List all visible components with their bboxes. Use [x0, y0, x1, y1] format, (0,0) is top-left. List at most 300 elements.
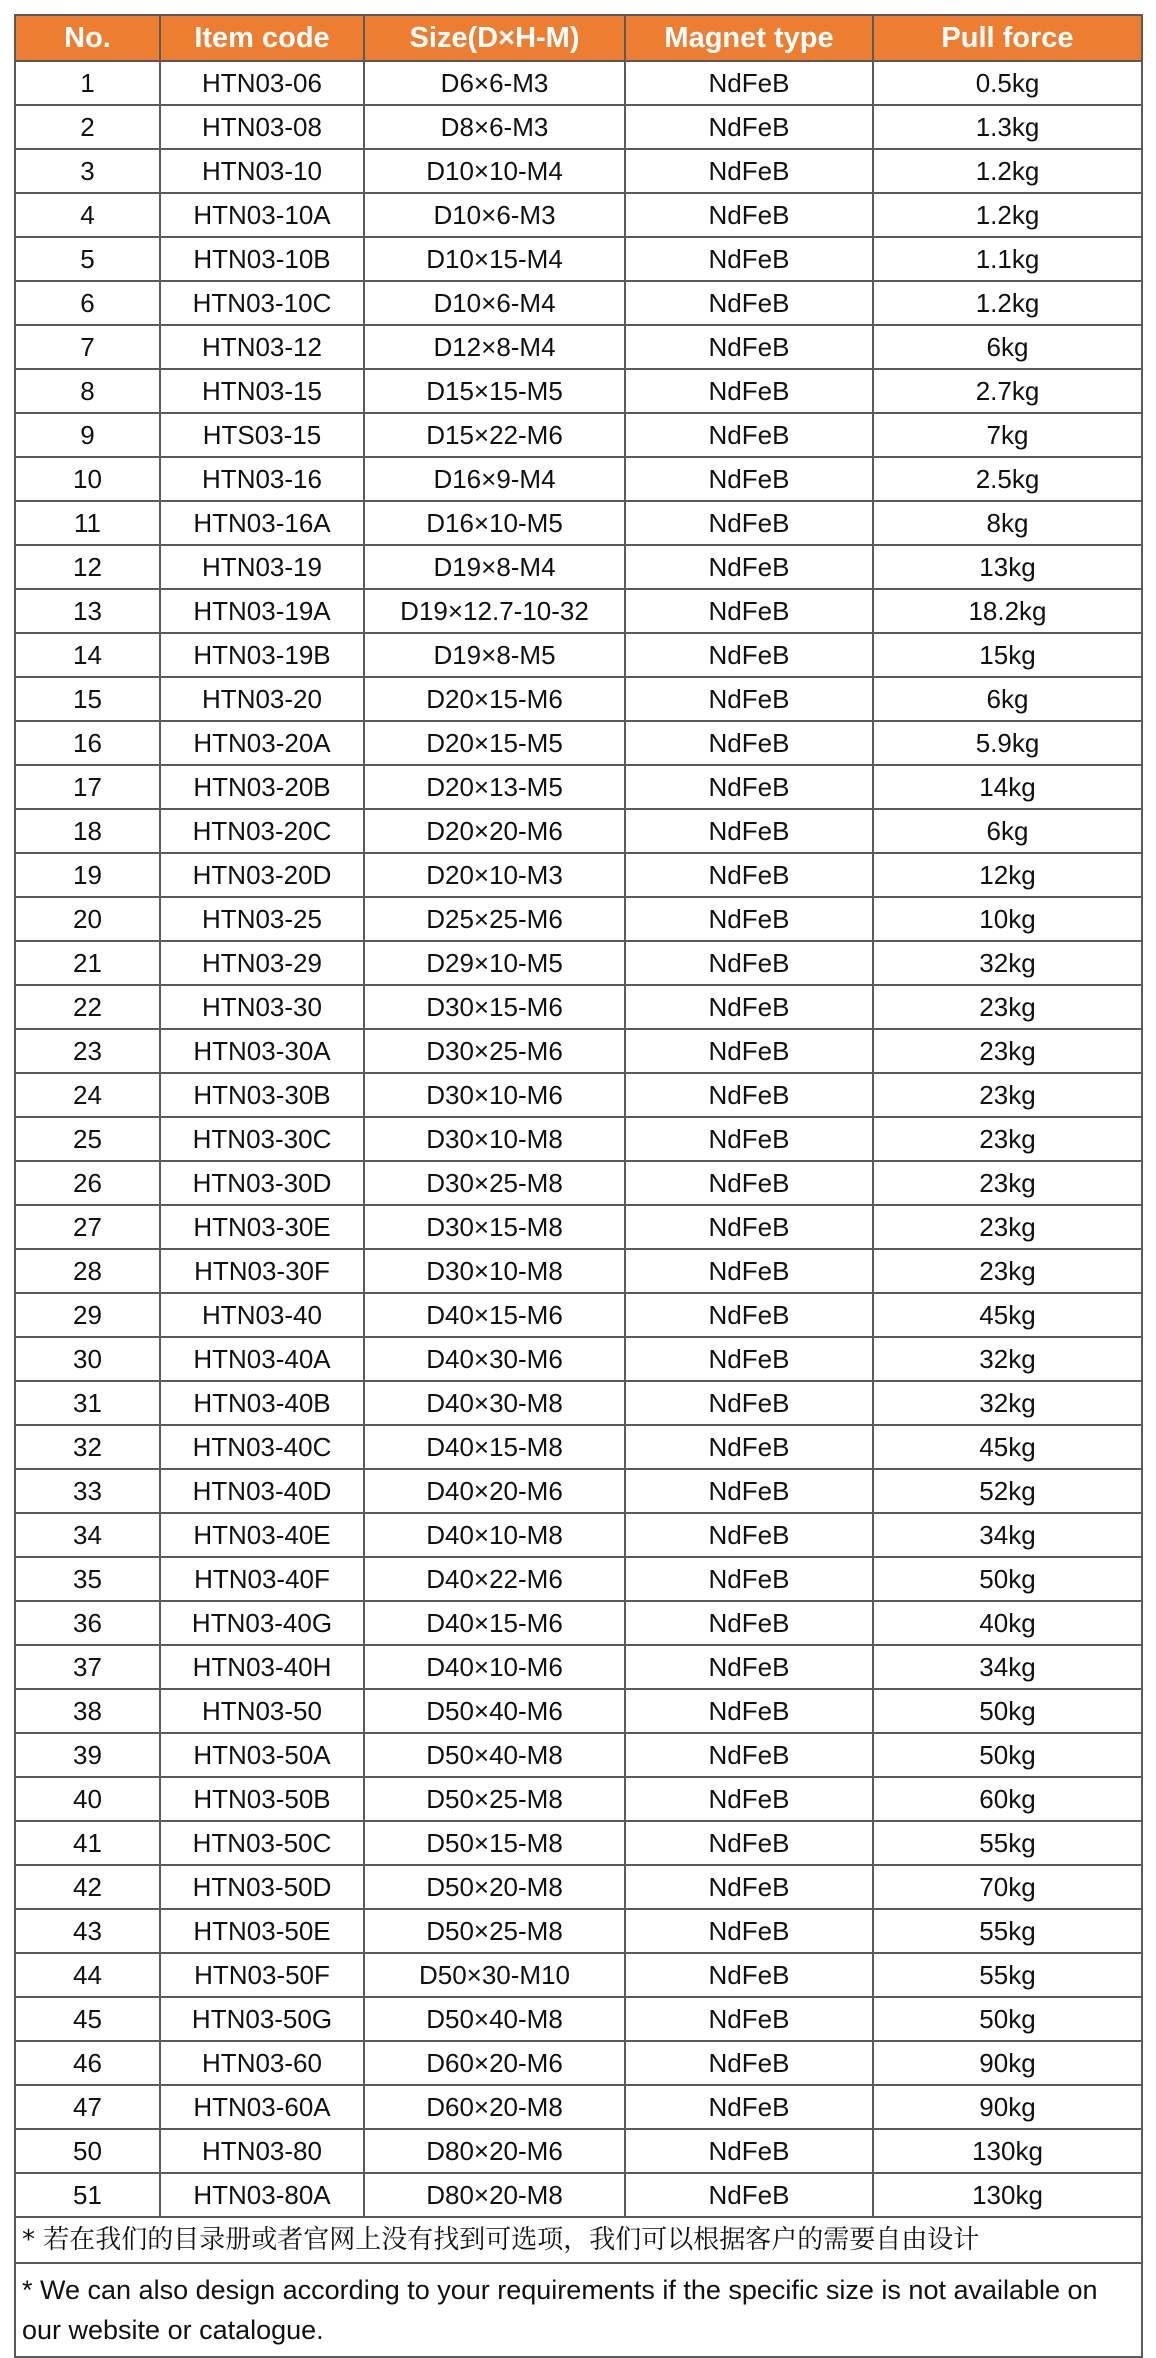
cell-pull-force: 1.2kg: [873, 149, 1142, 193]
cell-item-code: HTN03-40A: [160, 1337, 364, 1381]
table-row: [15, 1821, 1142, 1865]
cell-magnet-type: NdFeB: [625, 1249, 873, 1293]
table-row: [15, 149, 1142, 193]
cell-magnet-type: NdFeB: [625, 413, 873, 457]
cell-size: D10×6-M3: [364, 193, 625, 237]
cell-magnet-type: NdFeB: [625, 2041, 873, 2085]
cell-size: D19×12.7-10-32: [364, 589, 625, 633]
cell-item-code: HTN03-16: [160, 457, 364, 501]
cell-no: 35: [15, 1557, 160, 1601]
cell-item-code: HTN03-30D: [160, 1161, 364, 1205]
table-row: [15, 1557, 1142, 1601]
cell-pull-force: 1.1kg: [873, 237, 1142, 281]
cell-item-code: HTN03-19A: [160, 589, 364, 633]
cell-size: D40×22-M6: [364, 1557, 625, 1601]
cell-size: D10×6-M4: [364, 281, 625, 325]
cell-magnet-type: NdFeB: [625, 369, 873, 413]
table-row: [15, 1205, 1142, 1249]
cell-magnet-type: NdFeB: [625, 809, 873, 853]
cell-magnet-type: NdFeB: [625, 2129, 873, 2173]
cell-item-code: HTN03-50F: [160, 1953, 364, 1997]
cell-pull-force: 1.2kg: [873, 193, 1142, 237]
cell-size: D8×6-M3: [364, 105, 625, 149]
table-row: [15, 1953, 1142, 1997]
cell-no: 14: [15, 633, 160, 677]
cell-item-code: HTN03-30A: [160, 1029, 364, 1073]
table-row: [15, 809, 1142, 853]
cell-magnet-type: NdFeB: [625, 765, 873, 809]
cell-pull-force: 5.9kg: [873, 721, 1142, 765]
cell-item-code: HTN03-50C: [160, 1821, 364, 1865]
cell-size: D10×10-M4: [364, 149, 625, 193]
cell-pull-force: 1.3kg: [873, 105, 1142, 149]
cell-item-code: HTN03-20C: [160, 809, 364, 853]
table-row: [15, 1997, 1142, 2041]
cell-size: D30×25-M6: [364, 1029, 625, 1073]
cell-pull-force: 50kg: [873, 1997, 1142, 2041]
cell-pull-force: 13kg: [873, 545, 1142, 589]
cell-magnet-type: NdFeB: [625, 1513, 873, 1557]
cell-pull-force: 18.2kg: [873, 589, 1142, 633]
cell-no: 23: [15, 1029, 160, 1073]
cell-item-code: HTN03-16A: [160, 501, 364, 545]
table-row: [15, 1029, 1142, 1073]
cell-no: 10: [15, 457, 160, 501]
table-row: [15, 1513, 1142, 1557]
table-row: [15, 1865, 1142, 1909]
cell-no: 20: [15, 897, 160, 941]
table-row: [15, 677, 1142, 721]
cell-size: D40×10-M6: [364, 1645, 625, 1689]
cell-item-code: HTN03-60A: [160, 2085, 364, 2129]
table-row: [15, 765, 1142, 809]
cell-size: D60×20-M8: [364, 2085, 625, 2129]
table-row: [15, 897, 1142, 941]
cell-no: 22: [15, 985, 160, 1029]
cell-item-code: HTN03-12: [160, 325, 364, 369]
cell-item-code: HTN03-10A: [160, 193, 364, 237]
cell-magnet-type: NdFeB: [625, 985, 873, 1029]
cell-magnet-type: NdFeB: [625, 1997, 873, 2041]
cell-size: D50×20-M8: [364, 1865, 625, 1909]
cell-magnet-type: NdFeB: [625, 61, 873, 105]
cell-magnet-type: NdFeB: [625, 1117, 873, 1161]
cell-no: 21: [15, 941, 160, 985]
cell-pull-force: 8kg: [873, 501, 1142, 545]
cell-item-code: HTN03-80A: [160, 2173, 364, 2217]
cell-pull-force: 32kg: [873, 1381, 1142, 1425]
table-row: [15, 1689, 1142, 1733]
cell-pull-force: 0.5kg: [873, 61, 1142, 105]
cell-magnet-type: NdFeB: [625, 941, 873, 985]
cell-size: D30×10-M8: [364, 1117, 625, 1161]
cell-magnet-type: NdFeB: [625, 237, 873, 281]
cell-no: 34: [15, 1513, 160, 1557]
cell-pull-force: 40kg: [873, 1601, 1142, 1645]
table-row: [15, 985, 1142, 1029]
cell-item-code: HTN03-20D: [160, 853, 364, 897]
header-magnet-type: Magnet type: [625, 15, 873, 61]
cell-size: D12×8-M4: [364, 325, 625, 369]
cell-item-code: HTN03-30E: [160, 1205, 364, 1249]
cell-no: 7: [15, 325, 160, 369]
cell-item-code: HTN03-50D: [160, 1865, 364, 1909]
cell-magnet-type: NdFeB: [625, 105, 873, 149]
cell-magnet-type: NdFeB: [625, 1073, 873, 1117]
cell-no: 16: [15, 721, 160, 765]
cell-size: D40×15-M8: [364, 1425, 625, 1469]
header-item-code: Item code: [160, 15, 364, 61]
cell-no: 29: [15, 1293, 160, 1337]
note-chinese: * 若在我们的目录册或者官网上没有找到可选项，我们可以根据客户的需要自由设计: [15, 2217, 1142, 2263]
cell-pull-force: 23kg: [873, 1029, 1142, 1073]
cell-item-code: HTN03-10C: [160, 281, 364, 325]
cell-magnet-type: NdFeB: [625, 1689, 873, 1733]
cell-magnet-type: NdFeB: [625, 325, 873, 369]
cell-no: 4: [15, 193, 160, 237]
product-spec-table: [14, 14, 1143, 2358]
cell-size: D50×25-M8: [364, 1909, 625, 1953]
cell-pull-force: 55kg: [873, 1953, 1142, 1997]
table-row: [15, 941, 1142, 985]
cell-item-code: HTN03-19: [160, 545, 364, 589]
cell-size: D16×10-M5: [364, 501, 625, 545]
cell-no: 17: [15, 765, 160, 809]
cell-no: 11: [15, 501, 160, 545]
cell-size: D30×15-M8: [364, 1205, 625, 1249]
cell-pull-force: 50kg: [873, 1557, 1142, 1601]
table-row: [15, 2129, 1142, 2173]
cell-no: 42: [15, 1865, 160, 1909]
cell-item-code: HTN03-25: [160, 897, 364, 941]
cell-magnet-type: NdFeB: [625, 1293, 873, 1337]
cell-size: D50×30-M10: [364, 1953, 625, 1997]
cell-item-code: HTN03-19B: [160, 633, 364, 677]
cell-no: 25: [15, 1117, 160, 1161]
cell-size: D19×8-M5: [364, 633, 625, 677]
cell-size: D16×9-M4: [364, 457, 625, 501]
cell-magnet-type: NdFeB: [625, 1953, 873, 1997]
product-table-container: [14, 14, 1141, 2358]
cell-no: 6: [15, 281, 160, 325]
cell-size: D80×20-M6: [364, 2129, 625, 2173]
cell-item-code: HTN03-10B: [160, 237, 364, 281]
table-row: [15, 61, 1142, 105]
table-header: [15, 15, 1142, 61]
header-size: Size(D×H-M): [364, 15, 625, 61]
cell-pull-force: 23kg: [873, 985, 1142, 1029]
cell-size: D50×15-M8: [364, 1821, 625, 1865]
note-row-cn: [15, 2217, 1142, 2263]
table-row: [15, 1161, 1142, 1205]
cell-item-code: HTN03-06: [160, 61, 364, 105]
cell-no: 30: [15, 1337, 160, 1381]
table-row: [15, 1733, 1142, 1777]
cell-item-code: HTN03-10: [160, 149, 364, 193]
cell-item-code: HTN03-20B: [160, 765, 364, 809]
cell-magnet-type: NdFeB: [625, 1645, 873, 1689]
cell-magnet-type: NdFeB: [625, 853, 873, 897]
cell-pull-force: 45kg: [873, 1425, 1142, 1469]
cell-size: D30×15-M6: [364, 985, 625, 1029]
table-row: [15, 1601, 1142, 1645]
cell-pull-force: 130kg: [873, 2173, 1142, 2217]
cell-no: 27: [15, 1205, 160, 1249]
table-row: [15, 1073, 1142, 1117]
cell-pull-force: 60kg: [873, 1777, 1142, 1821]
cell-no: 5: [15, 237, 160, 281]
table-row: [15, 589, 1142, 633]
cell-magnet-type: NdFeB: [625, 1821, 873, 1865]
cell-item-code: HTN03-30F: [160, 1249, 364, 1293]
note-english: * We can also design according to your requirements if the specific size is not available on our website or catalogue.: [15, 2263, 1142, 2357]
cell-item-code: HTN03-50A: [160, 1733, 364, 1777]
cell-no: 47: [15, 2085, 160, 2129]
cell-magnet-type: NdFeB: [625, 1557, 873, 1601]
cell-pull-force: 6kg: [873, 325, 1142, 369]
cell-no: 8: [15, 369, 160, 413]
cell-magnet-type: NdFeB: [625, 1469, 873, 1513]
cell-pull-force: 23kg: [873, 1249, 1142, 1293]
table-row: [15, 281, 1142, 325]
header-row: [15, 15, 1142, 61]
cell-size: D40×30-M8: [364, 1381, 625, 1425]
cell-magnet-type: NdFeB: [625, 1337, 873, 1381]
cell-size: D40×15-M6: [364, 1601, 625, 1645]
note-row-en: [15, 2263, 1142, 2357]
cell-no: 46: [15, 2041, 160, 2085]
cell-magnet-type: NdFeB: [625, 1601, 873, 1645]
cell-pull-force: 23kg: [873, 1117, 1142, 1161]
cell-size: D80×20-M8: [364, 2173, 625, 2217]
cell-size: D40×20-M6: [364, 1469, 625, 1513]
header-pull-force: Pull force: [873, 15, 1142, 61]
table-row: [15, 413, 1142, 457]
cell-magnet-type: NdFeB: [625, 1733, 873, 1777]
cell-item-code: HTN03-40D: [160, 1469, 364, 1513]
table-row: [15, 457, 1142, 501]
cell-item-code: HTN03-50B: [160, 1777, 364, 1821]
cell-no: 40: [15, 1777, 160, 1821]
table-row: [15, 105, 1142, 149]
cell-pull-force: 23kg: [873, 1161, 1142, 1205]
cell-item-code: HTN03-40E: [160, 1513, 364, 1557]
cell-size: D30×25-M8: [364, 1161, 625, 1205]
cell-magnet-type: NdFeB: [625, 281, 873, 325]
cell-no: 13: [15, 589, 160, 633]
table-row: [15, 1249, 1142, 1293]
cell-item-code: HTN03-20: [160, 677, 364, 721]
cell-item-code: HTN03-50: [160, 1689, 364, 1733]
cell-pull-force: 32kg: [873, 1337, 1142, 1381]
table-row: [15, 2173, 1142, 2217]
cell-size: D20×15-M6: [364, 677, 625, 721]
cell-size: D20×13-M5: [364, 765, 625, 809]
cell-no: 26: [15, 1161, 160, 1205]
table-notes: [15, 2217, 1142, 2357]
header-no: No.: [15, 15, 160, 61]
cell-no: 37: [15, 1645, 160, 1689]
cell-size: D15×15-M5: [364, 369, 625, 413]
cell-size: D40×10-M8: [364, 1513, 625, 1557]
cell-pull-force: 70kg: [873, 1865, 1142, 1909]
table-row: [15, 193, 1142, 237]
table-row: [15, 1337, 1142, 1381]
cell-no: 19: [15, 853, 160, 897]
cell-size: D40×15-M6: [364, 1293, 625, 1337]
cell-pull-force: 2.7kg: [873, 369, 1142, 413]
cell-no: 28: [15, 1249, 160, 1293]
cell-pull-force: 7kg: [873, 413, 1142, 457]
cell-no: 45: [15, 1997, 160, 2041]
cell-no: 38: [15, 1689, 160, 1733]
cell-size: D50×25-M8: [364, 1777, 625, 1821]
table-row: [15, 1425, 1142, 1469]
cell-item-code: HTN03-50E: [160, 1909, 364, 1953]
cell-magnet-type: NdFeB: [625, 897, 873, 941]
cell-pull-force: 23kg: [873, 1205, 1142, 1249]
cell-magnet-type: NdFeB: [625, 1909, 873, 1953]
table-row: [15, 1777, 1142, 1821]
table-row: [15, 237, 1142, 281]
cell-no: 36: [15, 1601, 160, 1645]
cell-magnet-type: NdFeB: [625, 1425, 873, 1469]
table-row: [15, 1469, 1142, 1513]
cell-no: 51: [15, 2173, 160, 2217]
cell-item-code: HTN03-40C: [160, 1425, 364, 1469]
cell-item-code: HTN03-30: [160, 985, 364, 1029]
cell-pull-force: 45kg: [873, 1293, 1142, 1337]
cell-size: D6×6-M3: [364, 61, 625, 105]
cell-size: D15×22-M6: [364, 413, 625, 457]
table-row: [15, 1645, 1142, 1689]
cell-size: D20×15-M5: [364, 721, 625, 765]
cell-pull-force: 15kg: [873, 633, 1142, 677]
cell-no: 24: [15, 1073, 160, 1117]
cell-pull-force: 50kg: [873, 1733, 1142, 1777]
table-row: [15, 721, 1142, 765]
table-row: [15, 633, 1142, 677]
cell-size: D20×20-M6: [364, 809, 625, 853]
cell-pull-force: 90kg: [873, 2041, 1142, 2085]
cell-pull-force: 23kg: [873, 1073, 1142, 1117]
cell-pull-force: 55kg: [873, 1821, 1142, 1865]
cell-pull-force: 34kg: [873, 1645, 1142, 1689]
cell-no: 12: [15, 545, 160, 589]
cell-no: 41: [15, 1821, 160, 1865]
cell-item-code: HTN03-40B: [160, 1381, 364, 1425]
cell-size: D50×40-M6: [364, 1689, 625, 1733]
cell-no: 2: [15, 105, 160, 149]
cell-pull-force: 6kg: [873, 809, 1142, 853]
cell-no: 50: [15, 2129, 160, 2173]
cell-item-code: HTN03-40H: [160, 1645, 364, 1689]
cell-item-code: HTN03-60: [160, 2041, 364, 2085]
cell-no: 33: [15, 1469, 160, 1513]
cell-no: 43: [15, 1909, 160, 1953]
cell-pull-force: 14kg: [873, 765, 1142, 809]
cell-magnet-type: NdFeB: [625, 2085, 873, 2129]
cell-item-code: HTN03-30B: [160, 1073, 364, 1117]
cell-size: D30×10-M8: [364, 1249, 625, 1293]
cell-no: 9: [15, 413, 160, 457]
table-row: [15, 1381, 1142, 1425]
cell-pull-force: 50kg: [873, 1689, 1142, 1733]
cell-item-code: HTN03-50G: [160, 1997, 364, 2041]
cell-no: 3: [15, 149, 160, 193]
cell-pull-force: 1.2kg: [873, 281, 1142, 325]
cell-item-code: HTS03-15: [160, 413, 364, 457]
cell-item-code: HTN03-80: [160, 2129, 364, 2173]
table-row: [15, 2085, 1142, 2129]
cell-item-code: HTN03-40F: [160, 1557, 364, 1601]
cell-magnet-type: NdFeB: [625, 589, 873, 633]
cell-pull-force: 32kg: [873, 941, 1142, 985]
cell-item-code: HTN03-29: [160, 941, 364, 985]
cell-item-code: HTN03-20A: [160, 721, 364, 765]
cell-no: 39: [15, 1733, 160, 1777]
cell-size: D19×8-M4: [364, 545, 625, 589]
table-row: [15, 1909, 1142, 1953]
cell-pull-force: 130kg: [873, 2129, 1142, 2173]
cell-pull-force: 10kg: [873, 897, 1142, 941]
cell-item-code: HTN03-40: [160, 1293, 364, 1337]
cell-size: D10×15-M4: [364, 237, 625, 281]
cell-pull-force: 55kg: [873, 1909, 1142, 1953]
cell-pull-force: 6kg: [873, 677, 1142, 721]
cell-pull-force: 52kg: [873, 1469, 1142, 1513]
cell-no: 31: [15, 1381, 160, 1425]
cell-size: D25×25-M6: [364, 897, 625, 941]
cell-item-code: HTN03-08: [160, 105, 364, 149]
table-row: [15, 2041, 1142, 2085]
cell-magnet-type: NdFeB: [625, 677, 873, 721]
table-row: [15, 1293, 1142, 1337]
table-row: [15, 853, 1142, 897]
cell-magnet-type: NdFeB: [625, 149, 873, 193]
cell-magnet-type: NdFeB: [625, 193, 873, 237]
cell-magnet-type: NdFeB: [625, 2173, 873, 2217]
cell-magnet-type: NdFeB: [625, 721, 873, 765]
cell-magnet-type: NdFeB: [625, 1161, 873, 1205]
cell-no: 1: [15, 61, 160, 105]
cell-size: D50×40-M8: [364, 1733, 625, 1777]
cell-magnet-type: NdFeB: [625, 1205, 873, 1249]
table-row: [15, 369, 1142, 413]
cell-size: D20×10-M3: [364, 853, 625, 897]
cell-pull-force: 34kg: [873, 1513, 1142, 1557]
table-row: [15, 545, 1142, 589]
cell-magnet-type: NdFeB: [625, 457, 873, 501]
cell-pull-force: 2.5kg: [873, 457, 1142, 501]
cell-size: D50×40-M8: [364, 1997, 625, 2041]
cell-item-code: HTN03-30C: [160, 1117, 364, 1161]
cell-size: D29×10-M5: [364, 941, 625, 985]
cell-size: D60×20-M6: [364, 2041, 625, 2085]
cell-item-code: HTN03-40G: [160, 1601, 364, 1645]
cell-magnet-type: NdFeB: [625, 545, 873, 589]
table-row: [15, 501, 1142, 545]
cell-magnet-type: NdFeB: [625, 1865, 873, 1909]
cell-no: 15: [15, 677, 160, 721]
cell-magnet-type: NdFeB: [625, 1381, 873, 1425]
table-body: [15, 61, 1142, 2217]
table-row: [15, 325, 1142, 369]
cell-pull-force: 90kg: [873, 2085, 1142, 2129]
cell-magnet-type: NdFeB: [625, 633, 873, 677]
cell-magnet-type: NdFeB: [625, 1777, 873, 1821]
cell-no: 32: [15, 1425, 160, 1469]
